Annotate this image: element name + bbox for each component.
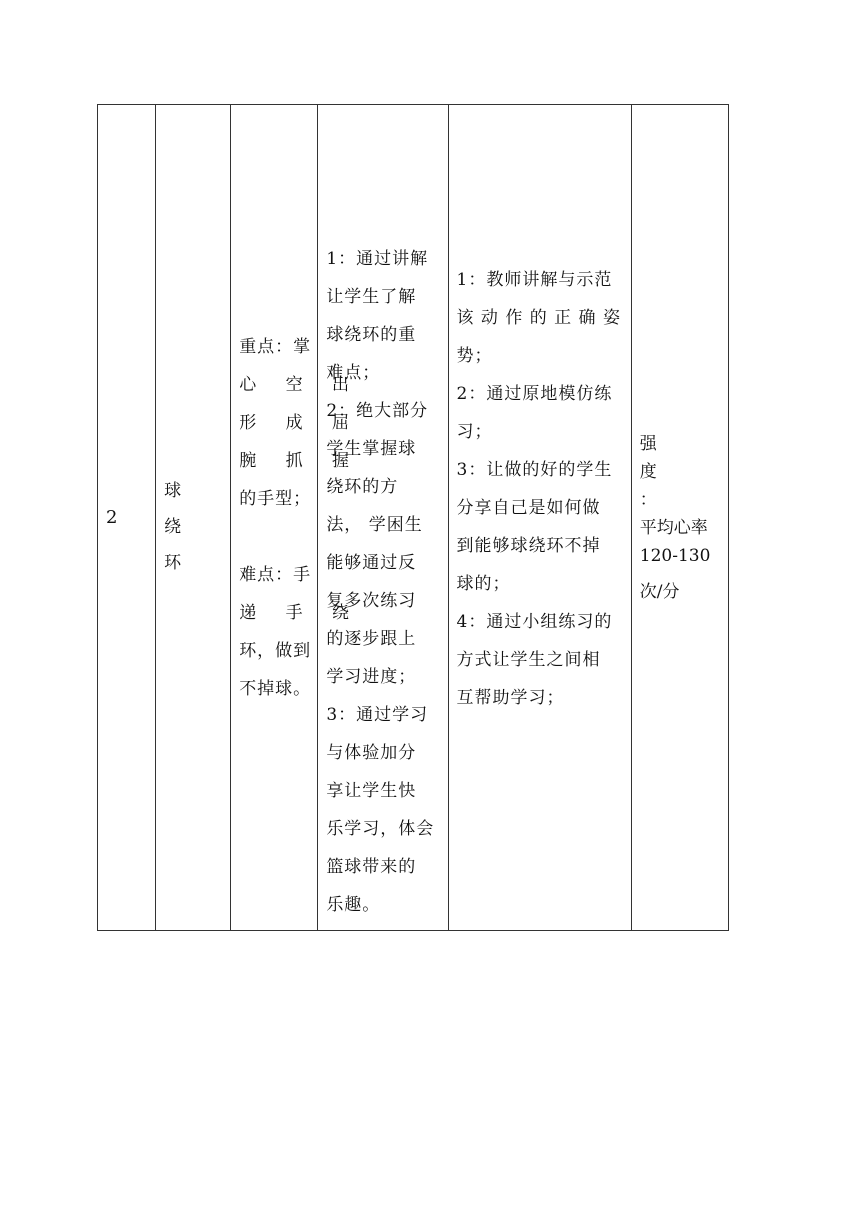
table-row: [98, 105, 729, 931]
key-points-line: 的手型；: [239, 488, 312, 509]
objectives-line: 难点；: [326, 363, 381, 383]
methods-line: 该 动 作 的 正 确 姿: [456, 308, 621, 328]
objectives: [318, 240, 447, 930]
objectives-line: 乐趣。: [326, 895, 381, 915]
exercise-name: [156, 455, 230, 581]
key-points-line: 递 手 绕: [239, 602, 361, 623]
intensity-line: 120-130: [639, 545, 711, 566]
objectives-line: 法， 学困生: [326, 515, 423, 535]
objectives-line: 学生掌握球: [326, 439, 417, 459]
exercise-name-line: 环: [164, 552, 204, 573]
key-points-line: 心 空 出: [239, 374, 361, 395]
key-points-spacer: [239, 518, 317, 556]
lesson-plan-table: [97, 104, 729, 931]
key-points-line: 形 成 屈: [239, 412, 361, 433]
methods-line: 互帮助学习；: [456, 688, 565, 708]
methods-line: 习；: [456, 422, 493, 442]
methods-line: 球的；: [456, 574, 511, 594]
objectives-line: 乐学习，体会: [326, 819, 435, 839]
methods-line: 3：让做的好的学生: [456, 460, 613, 480]
methods-line: 2：通过原地模仿练: [456, 384, 613, 404]
objectives-line: 绕环的方: [326, 477, 399, 497]
exercise-name-line: 球 绕: [164, 480, 204, 537]
intensity: [632, 430, 728, 606]
key-points: [231, 328, 361, 708]
methods: [449, 105, 631, 717]
objectives-line: 3：通过学习: [326, 705, 429, 725]
key-points-line: 难点：手: [239, 564, 312, 585]
objectives-line: 篮球带来的: [326, 857, 417, 877]
objectives-line: 能够通过反: [326, 553, 417, 573]
key-points-line: 不掉球。: [239, 678, 312, 699]
row-number-cell: [98, 105, 156, 931]
intensity-line: 强 度 ：: [639, 433, 671, 510]
objectives-line: 球绕环的重: [326, 325, 417, 345]
objectives-line: 的逐步跟上: [326, 629, 417, 649]
objectives-line: 让学生了解: [326, 287, 417, 307]
objectives-line: 复多次练习: [326, 591, 417, 611]
row-number: 2: [106, 507, 118, 528]
intensity-line: 平均心率: [639, 517, 708, 538]
key-points-line: 腕 抓 握: [239, 450, 361, 471]
key-points-line: 环，做到: [239, 640, 312, 661]
methods-line: 到能够球绕环不掉: [456, 536, 601, 556]
intensity-line: 次/分: [639, 581, 680, 602]
objectives-cell: [318, 105, 448, 931]
methods-line: 方式让学生之间相: [456, 650, 601, 670]
methods-cell: [448, 105, 631, 931]
objectives-line: 学习进度；: [326, 667, 417, 687]
methods-line: 1：教师讲解与示范: [456, 270, 613, 290]
key-points-line: 重点：掌: [239, 336, 312, 357]
objectives-line: 2：绝大部分: [326, 401, 429, 421]
methods-line: 分享自己是如何做: [456, 498, 601, 518]
objectives-line: 享让学生快: [326, 781, 417, 801]
methods-line: 势；: [456, 346, 493, 366]
objectives-line: 与体验加分: [326, 743, 417, 763]
exercise-name-cell: [156, 105, 231, 931]
objectives-line: 1：通过讲解: [326, 249, 429, 269]
intensity-cell: [631, 105, 728, 931]
methods-line: 4：通过小组练习的: [456, 612, 613, 632]
